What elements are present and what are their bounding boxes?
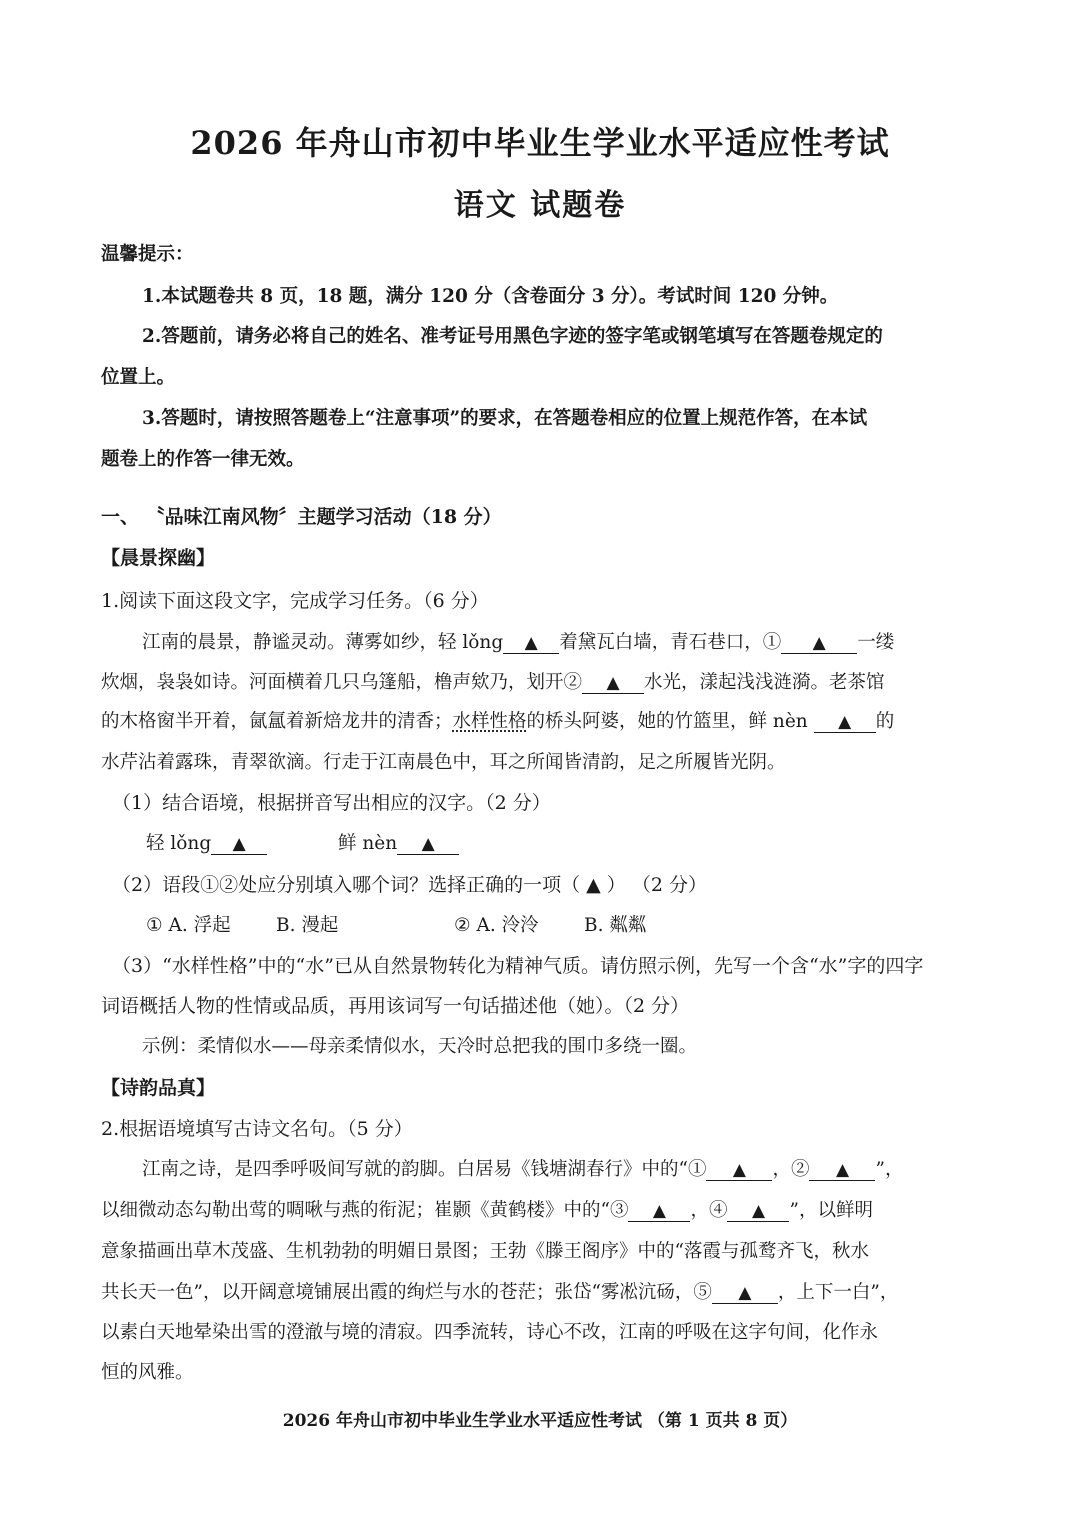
question-1-2: （2）语段①②处应分别填入哪个词？选择正确的一项（ ▲ ） （2 分） [112, 874, 707, 896]
answer-blank [582, 674, 644, 694]
blank-triangle-icon: ▲ [835, 1160, 850, 1180]
blank-triangle-icon: ▲ [232, 834, 246, 854]
page-title: 2026 年舟山市初中毕业生学业水平适应性考试 [190, 124, 890, 162]
passage-text: ，④ [690, 1200, 728, 1221]
passage-text: ，② [772, 1159, 810, 1180]
blank-triangle-icon: ▲ [838, 712, 852, 732]
question-1-1: （1）结合语境，根据拼音写出相应的汉字。（2 分） [112, 792, 551, 814]
passage-text: 的桥头阿婆，她的竹篮里，鲜 nèn [526, 711, 808, 732]
passage-text: 炊烟，袅袅如诗。河面横着几只乌篷船，橹声欸乃，划开② [101, 672, 583, 693]
passage-line-2 [101, 668, 885, 694]
blank-triangle-icon: ▲ [738, 1283, 752, 1303]
answer-blank [628, 1202, 690, 1222]
poetry-line-6: 恒的风雅。 [101, 1362, 194, 1383]
passage-text: 江南的晨景，静谧灵动。薄雾如纱，轻 lǒng [142, 632, 504, 653]
notice-heading: 温馨提示： [101, 244, 194, 265]
blank-triangle-icon: ▲ [652, 1201, 666, 1221]
emphasized-phrase: 水样性格 [452, 711, 527, 732]
blank-triangle-icon: ▲ [732, 1160, 746, 1180]
pinyin-item-2 [338, 829, 459, 855]
blank-triangle-icon: ▲ [751, 1201, 766, 1221]
passage-text: 的 [875, 711, 895, 732]
passage-text: 以细微动态勾勒出莺的啁啾与燕的衔泥；崔颢《黄鹤楼》中的“③ [101, 1200, 629, 1221]
passage-text: 着黛瓦白墙，青石巷口，① [559, 632, 782, 653]
answer-blank [809, 1161, 875, 1181]
notice-item-3: 3.答题时，请按照答题卷上“注意事项”的要求，在答题卷相应的位置上规范作答，在本试 [142, 408, 868, 429]
poetry-line-2 [101, 1196, 873, 1222]
blank-triangle-icon: ▲ [812, 633, 826, 653]
blank-triangle-icon: ▲ [524, 633, 538, 653]
answer-blank [503, 634, 559, 654]
answer-blank [712, 1284, 778, 1304]
passage-line-1 [142, 628, 894, 654]
passage-text: ，上下一白”， [777, 1282, 899, 1303]
poetry-line-3: 意象描画出草木茂盛、生机勃勃的明媚日景图；王勃《滕王阁序》中的“落霞与孤鹜齐飞，秋水 [101, 1241, 869, 1262]
answer-blank [781, 634, 857, 654]
option-2b: B. 粼粼 [584, 915, 647, 936]
notice-item-2-cont: 位置上。 [101, 367, 176, 388]
option-2a: ② A. 泠泠 [454, 915, 539, 936]
page-footer: 2026 年舟山市初中毕业生学业水平适应性考试 （第 1 页共 8 页） [282, 1411, 798, 1431]
blank-triangle-icon: ▲ [606, 673, 620, 693]
passage-line-4: 水芹沾着露珠，青翠欲滴。行走于江南晨色中，耳之所闻皆清韵，足之所履皆光阴。 [101, 752, 786, 773]
passage-text: 江南之诗，是四季呼吸间写就的韵脚。白居易《钱塘湖春行》中的“① [142, 1159, 707, 1180]
poetry-line-5: 以素白天地晕染出雪的澄澈与境的清寂。四季流转，诗心不改，江南的呼吸在这字句间，化作永 [101, 1322, 879, 1343]
pinyin-label: 鲜 nèn [338, 833, 398, 854]
notice-item-3-cont: 题卷上的作答一律无效。 [101, 449, 305, 470]
poetry-line-1 [142, 1155, 903, 1181]
answer-blank [814, 713, 876, 733]
question-2-intro: 2.根据语境填写古诗文名句。（5 分） [101, 1118, 413, 1140]
answer-blank [211, 835, 267, 855]
answer-blank [727, 1202, 789, 1222]
answer-blank [706, 1161, 772, 1181]
passage-line-3 [101, 707, 894, 733]
part-title-poetry: 【诗韵品真】 [101, 1077, 216, 1099]
option-1a: ① A. 浮起 [146, 915, 231, 936]
passage-text: 一缕 [857, 632, 895, 653]
question-1-intro: 1.阅读下面这段文字，完成学习任务。（6 分） [101, 590, 489, 612]
passage-text: 的木格窗半开着，氤氲着新焙龙井的清香； [101, 711, 453, 732]
question-1-3: （3）“水样性格”中的“水”已从自然景物转化为精神气质。请仿照示例，先写一个含“水”字的四字 [112, 955, 924, 977]
example-sentence: 示例：柔情似水——母亲柔情似水，天冷时总把我的围巾多绕一圈。 [142, 1036, 698, 1057]
part-title-morning: 【晨景探幽】 [101, 547, 216, 569]
notice-item-2: 2.答题前，请务必将自己的姓名、准考证号用黑色字迹的签字笔或钢笔填写在答题卷规定的 [142, 326, 883, 347]
poetry-line-4 [101, 1278, 898, 1304]
pinyin-label: 轻 lǒng [146, 833, 212, 854]
page-subtitle: 语文 试题卷 [453, 188, 627, 223]
answer-blank [397, 835, 459, 855]
passage-text: ”， [875, 1159, 904, 1180]
passage-text: 共长天一色”，以开阔意境铺展出霞的绚烂与水的苍茫；张岱“雾凇沆砀，⑤ [101, 1282, 712, 1303]
section-heading: 一、 〝品味江南风物〞主题学习活动（18 分） [101, 506, 502, 528]
passage-text: 水光，漾起浅浅涟漪。老茶馆 [644, 672, 885, 693]
pinyin-item-1 [146, 829, 267, 855]
notice-item-1: 1.本试题卷共 8 页，18 题，满分 120 分（含卷面分 3 分）。考试时间 120 分钟。 [142, 286, 839, 307]
option-1b: B. 漫起 [276, 915, 339, 936]
passage-text: ”，以鲜明 [789, 1200, 873, 1221]
blank-triangle-icon: ▲ [421, 834, 435, 854]
question-1-3-cont: 词语概括人物的性情或品质，再用该词写一句话描述他（她）。（2 分） [101, 995, 690, 1017]
